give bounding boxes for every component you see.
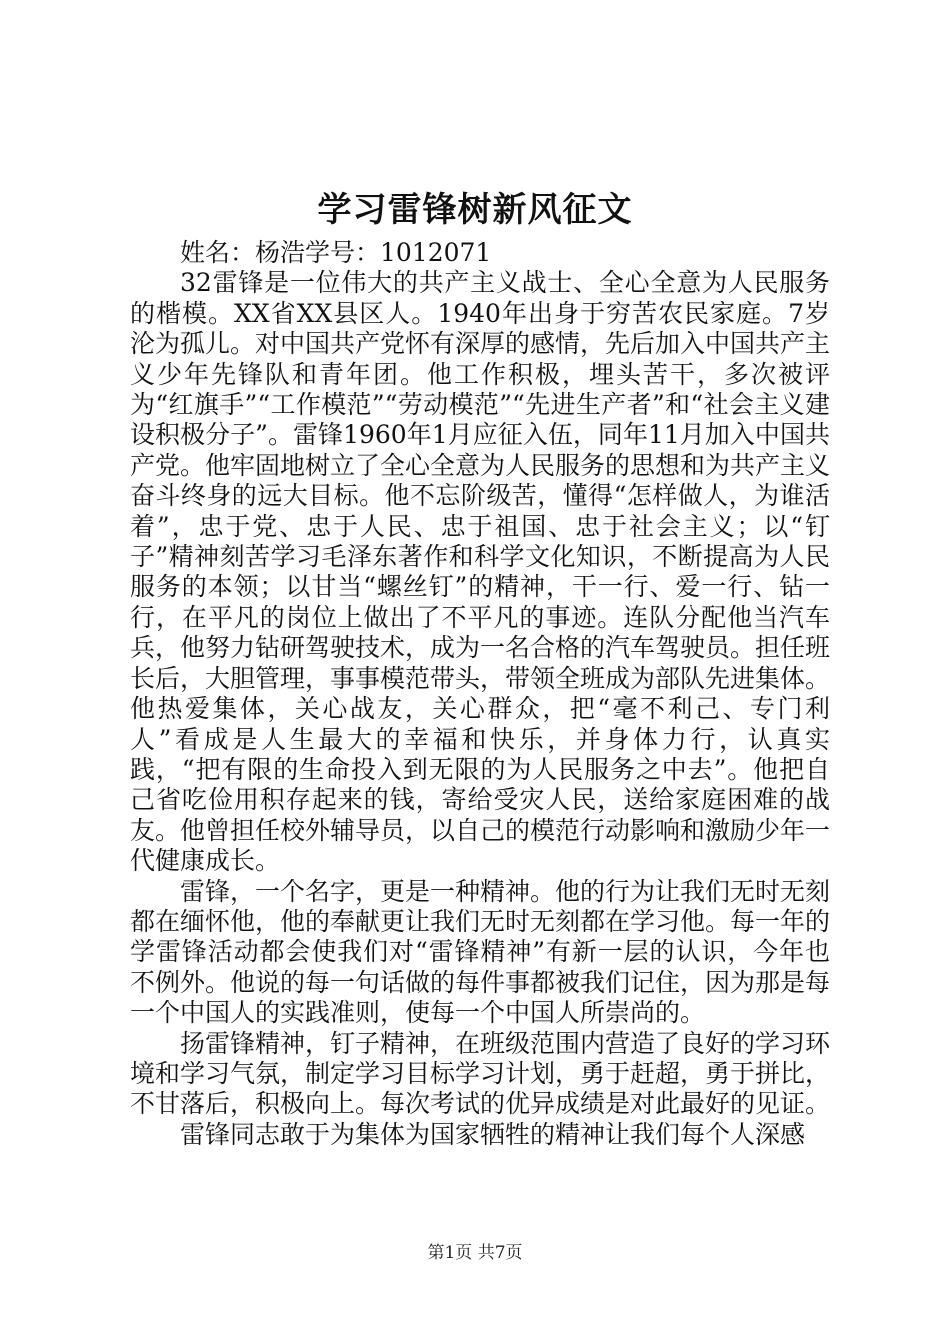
paragraph-4: 雷锋同志敢于为集体为国家牺牲的精神让我们每个人深感 <box>180 1119 806 1149</box>
document-body <box>130 238 830 1150</box>
paragraph-2: 雷锋，一个名字，更是一种精神。他的行为让我们无时无刻都在缅怀他，他的奉献更让我们无时无刻都在学习他。每一年的学雷锋活动都会使我们对“雷锋精神”有新一层的认识，今年也不例外。他说的每一句话做的每件事都被我们记住，因为那是每一个中国人的实践准则，使每一个中国人所崇尚的。 <box>130 876 831 1028</box>
paragraph-1: 32雷锋是一位伟大的共产主义战士、全心全意为人民服务的楷模。XX省XX县区人。1940年出身于穷苦农民家庭。7岁沦为孤儿。对中国共产党怀有深厚的感情，先后加入中国共产主义少年先锋队和青年团。他工作积极，埋头苦干，多次被评为“红旗手”“工作模范”“劳动模范”“先进生产者”和“社会主义建设积极分子”。雷锋1960年1月应征入伍，同年11月加入中国共产党。他牢固地树立了全心全意为人民服务的思想和为共产主义奋斗终身的远大目标。他不忘阶级苦，懂得“怎样做人，为谁活着”，忠于党、忠于人民、忠于祖国、忠于社会主义；以“钉子”精神刻苦学习毛泽东著作和科学文化知识，不断提高为人民服务的本领；以甘当“螺丝钉”的精神，干一行、爱一行、钻一行，在平凡的岗位上做出了不平凡的事迹。连队分配他当汽车兵，他努力钻研驾驶技术，成为一名合格的汽车驾驶员。担任班长后，大胆管理，事事模范带头，带领全班成为部队先进集体。他热爱集体，关心战友，关心群众，把“毫不利己、专门利人”看成是人生最大的幸福和快乐，并身体力行，认真实践，“把有限的生命投入到无限的为人民服务之中去”。他把自己省吃俭用积存起来的钱，寄给受灾人民，送给家庭困难的战友。他曾担任校外辅导员，以自己的模范行动影响和激励少年一代健康成长。 <box>130 268 831 876</box>
document-title: 学习雷锋树新风征文 <box>317 190 633 230</box>
page-footer: 第1页 共7页 <box>427 1243 523 1263</box>
paragraph-3: 扬雷锋精神，钉子精神，在班级范围内营造了良好的学习环境和学习气氛，制定学习目标学习计划，勇于赶超，勇于拼比，不甘落后，积极向上。每次考试的优异成绩是对此最好的见证。 <box>130 1028 831 1119</box>
author-line: 姓名：杨浩学号：1012071 <box>180 238 492 267</box>
